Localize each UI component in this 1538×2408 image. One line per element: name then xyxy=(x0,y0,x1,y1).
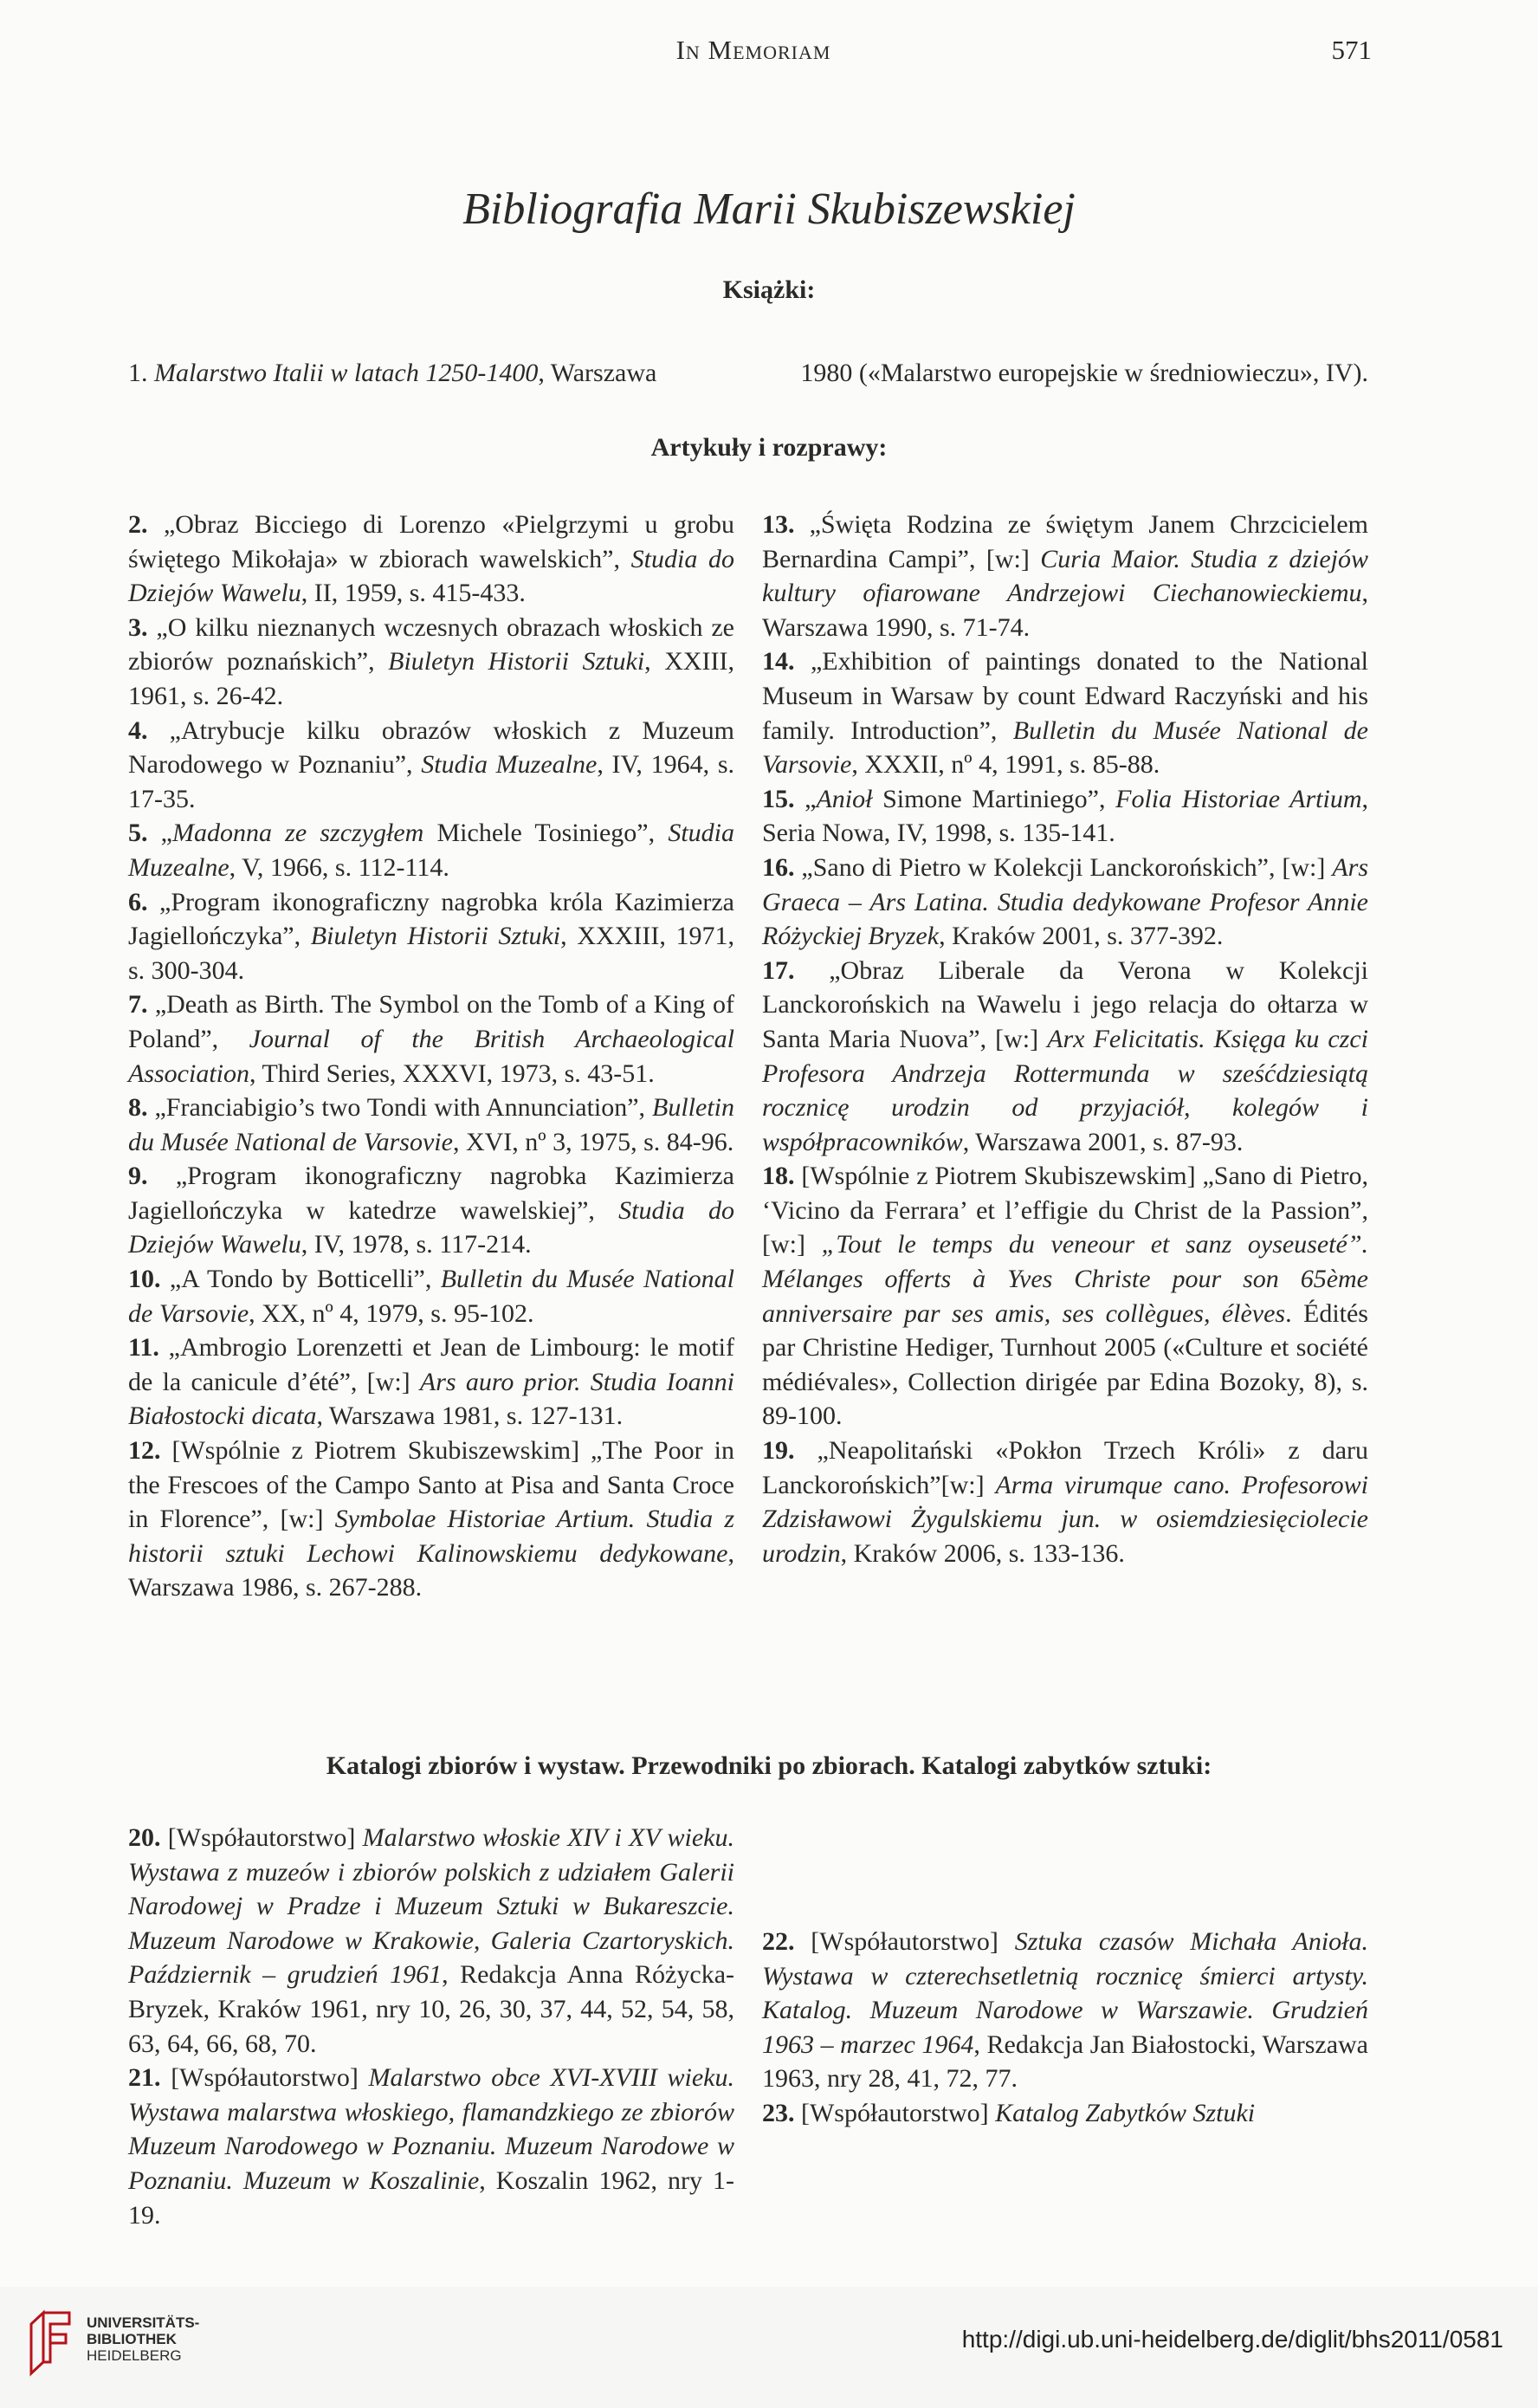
entry-17: 17. „Obraz Liberale da Verona w Kolekcji Lanckorońskich na Wawelu i jego relacja do ołtarza w Santa Maria Nuova”, [w:] Arx Felicitatis. Księga ku czci Profesora Andrzeja Rottermunda w sześćdziesiątą rocznicę urodzin od przyjaciół, kolegów i współpracowników, Warszawa 2001, s. 87-93. xyxy=(762,955,1368,1156)
entry-16: 16. „Sano di Pietro w Kolekcji Lanckorońskich”, [w:] Ars Graeca – Ars Latina. Studia dedykowane Profesor Annie Różyckiej Bryzek, Kraków 2001, s. 377-392. xyxy=(762,852,1368,951)
page-title: Bibliografia Marii Skubiszewskiej xyxy=(462,184,1076,234)
library-name: UNIVERSITÄTS- BIBLIOTHEK HEIDELBERG xyxy=(87,2314,200,2364)
entry-number: 1. xyxy=(128,359,148,387)
articles-right-column xyxy=(762,508,1368,1570)
page-number: 571 xyxy=(1331,35,1372,65)
entry-13: 13. „Święta Rodzina ze świętym Janem Chrzcicielem Bernardina Campi”, [w:] Curia Maior. Studia z dziejów kultury ofiarowane Andrzejowi Ciechanowieckiemu, Warszawa 1990, s. 71-74. xyxy=(762,510,1368,642)
entry-2: 2. „Obraz Bicciego di Lorenzo «Pielgrzymi u grobu świętego Mikołaja» w zbiorach wawelskich”, Studia do Dziejów Wawelu, II, 1959, s. 415-433. xyxy=(128,510,735,608)
section-heading-catalogues: Katalogi zbiorów i wystaw. Przewodniki po zbiorach. Katalogi zabytków sztuki: xyxy=(326,1751,1212,1780)
entry-9: 9. „Program ikonograficzny nagrobka Kazimierza Jagiellończyka w katedrze wawelskiej”, Studia do Dziejów Wawelu, IV, 1978, s. 117-214. xyxy=(128,1162,735,1259)
book-place: , Warszawa xyxy=(538,359,657,387)
entry-15: 15. „Anioł Simone Martiniego”, Folia Historiae Artium, Seria Nowa, IV, 1998, s. 135-141. xyxy=(762,784,1368,848)
library-logo-icon xyxy=(24,2308,76,2378)
entry-20: 20. [Współautorstwo] Malarstwo włoskie XIV i XV wieku. Wystawa z muzeów i zbiorów polskich z udziałem Galerii Narodowej w Pradze i Muzeum Sztuki w Bukareszcie. Muzeum Narodowe w Krakowie, Galeria Czartoryskich. Październik – grudzień 1961, Redakcja Anna Różycka-Bryzek, Kraków 1961, nry 10, 26, 30, 37, 44, 52, 54, 58, 63, 64, 66, 68, 70. xyxy=(128,1823,734,2058)
running-head-title: In Memoriam xyxy=(675,35,831,65)
entry-19: 19. „Neapolitański «Pokłon Trzech Króli» z daru Lanckorońskich”[w:] Arma virumque cano. Profesorowi Zdzisławowi Żygulskiemu jun. w osiemdziesięciolecie urodzin, Kraków 2006, s. 133-136. xyxy=(762,1436,1368,1568)
catalogues-right-column xyxy=(762,1925,1368,2131)
permalink-url[interactable]: http://digi.ub.uni-heidelberg.de/diglit/bhs2011/0581 xyxy=(961,2326,1503,2353)
book-title: Malarstwo Italii w latach 1250-1400 xyxy=(154,359,539,387)
entry-23: 23. [Współautorstwo] Katalog Zabytków Sztuki xyxy=(762,2098,1256,2127)
entry-6: 6. „Program ikonograficzny nagrobka króla Kazimierza Jagiellończyka”, Biuletyn Historii Sztuki, XXXIII, 1971, s. 300-304. xyxy=(128,887,735,985)
section-heading-articles: Artykuły i rozprawy: xyxy=(650,433,888,462)
entry-3: 3. „O kilku nieznanych wczesnych obrazach włoskich ze zbiorów poznańskich”, Biuletyn Historii Sztuki, XXIII, 1961, s. 26-42. xyxy=(128,612,734,710)
catalogues-left-column xyxy=(128,1821,734,2232)
book-series: 1980 («Malarstwo europejskie w średniowieczu», IV). xyxy=(800,359,1368,387)
entry-11: 11. „Ambrogio Lorenzetti et Jean de Limbourg: le motif de la canicule d’été”, [w:] Ars auro prior. Studia Ioanni Białostocki dicata, Warszawa 1981, s. 127-131. xyxy=(128,1333,734,1431)
entry-5: 5. „Madonna ze szczygłem Michele Tosiniego”, Studia Muzealne, V, 1966, s. 112-114. xyxy=(128,819,734,882)
running-head xyxy=(0,35,1538,69)
entry-7: 7. „Death as Birth. The Symbol on the Tomb of a King of Poland”, Journal of the British Archaeological Association, Third Series, XXXVI, 1973, s. 43-51. xyxy=(128,990,734,1088)
entry-21: 21. [Współautorstwo] Malarstwo obce XVI-XVIII wieku. Wystawa malarstwa włoskiego, flamandzkiego ze zbiorów Muzeum Narodowego w Poznaniu. Muzeum Narodowe w Poznaniu. Muzeum w Koszalinie, Koszalin 1962, nry 1-19. xyxy=(128,2063,735,2230)
entry-22: 22. [Współautorstwo] Sztuka czasów Michała Anioła. Wystawa w czterechsetletnią rocznicę śmierci artysty. Katalog. Muzeum Narodowe w Warszawie. Grudzień 1963 – marzec 1964, Redakcja Jan Białostocki, Warszawa 1963, nry 28, 41, 72, 77. xyxy=(762,1927,1368,2094)
entry-4: 4. „Atrybucje kilku obrazów włoskich z Muzeum Narodowego w Poznaniu”, Studia Muzealne, IV, 1964, s. 17-35. xyxy=(128,715,734,813)
entry-14: 14. „Exhibition of paintings donated to the National Museum in Warsaw by count Edward Raczyński and his family. Introduction”, Bulletin du Musée National de Varsovie, XXXII, nº 4, 1991, s. 85-88. xyxy=(762,647,1368,780)
entry-12: 12. [Wspólnie z Piotrem Skubiszewskim] „The Poor in the Frescoes of the Campo Santo at Pisa and Santa Croce in Florence”, [w:] Symbolae Historiae Artium. Studia z historii sztuki Lechowi Kalinowskiemu dedykowane, Warszawa 1986, s. 267-288. xyxy=(128,1436,735,1602)
entry-18: 18. [Wspólnie z Piotrem Skubiszewskim] „Sano di Pietro, ‘Vicino da Ferrara’ et l’effigie du Christ de la Passion”, [w:] „Tout le temps du veneour et sanz oyseuseté”. Mélanges offerts à Yves Christe pour son 65ème anniversaire par ses amis, ses collègues, élèves. Édités par Christine Hediger, Turnhout 2005 («Culture et société médiévales», Collection dirigée par Edina Bozoky, 8), s. 89-100. xyxy=(762,1162,1369,1431)
entry-8: 8. „Franciabigio’s two Tondi with Annunciation”, Bulletin du Musée National de Varsovie, XVI, nº 3, 1975, s. 84-96. xyxy=(128,1093,734,1156)
entry-10: 10. „A Tondo by Botticelli”, Bulletin du Musée National de Varsovie, XX, nº 4, 1979, s. 95-102. xyxy=(128,1265,734,1328)
section-heading-books: Książki: xyxy=(722,275,816,304)
articles-left-column xyxy=(128,508,734,1605)
books-entry xyxy=(128,359,1368,388)
